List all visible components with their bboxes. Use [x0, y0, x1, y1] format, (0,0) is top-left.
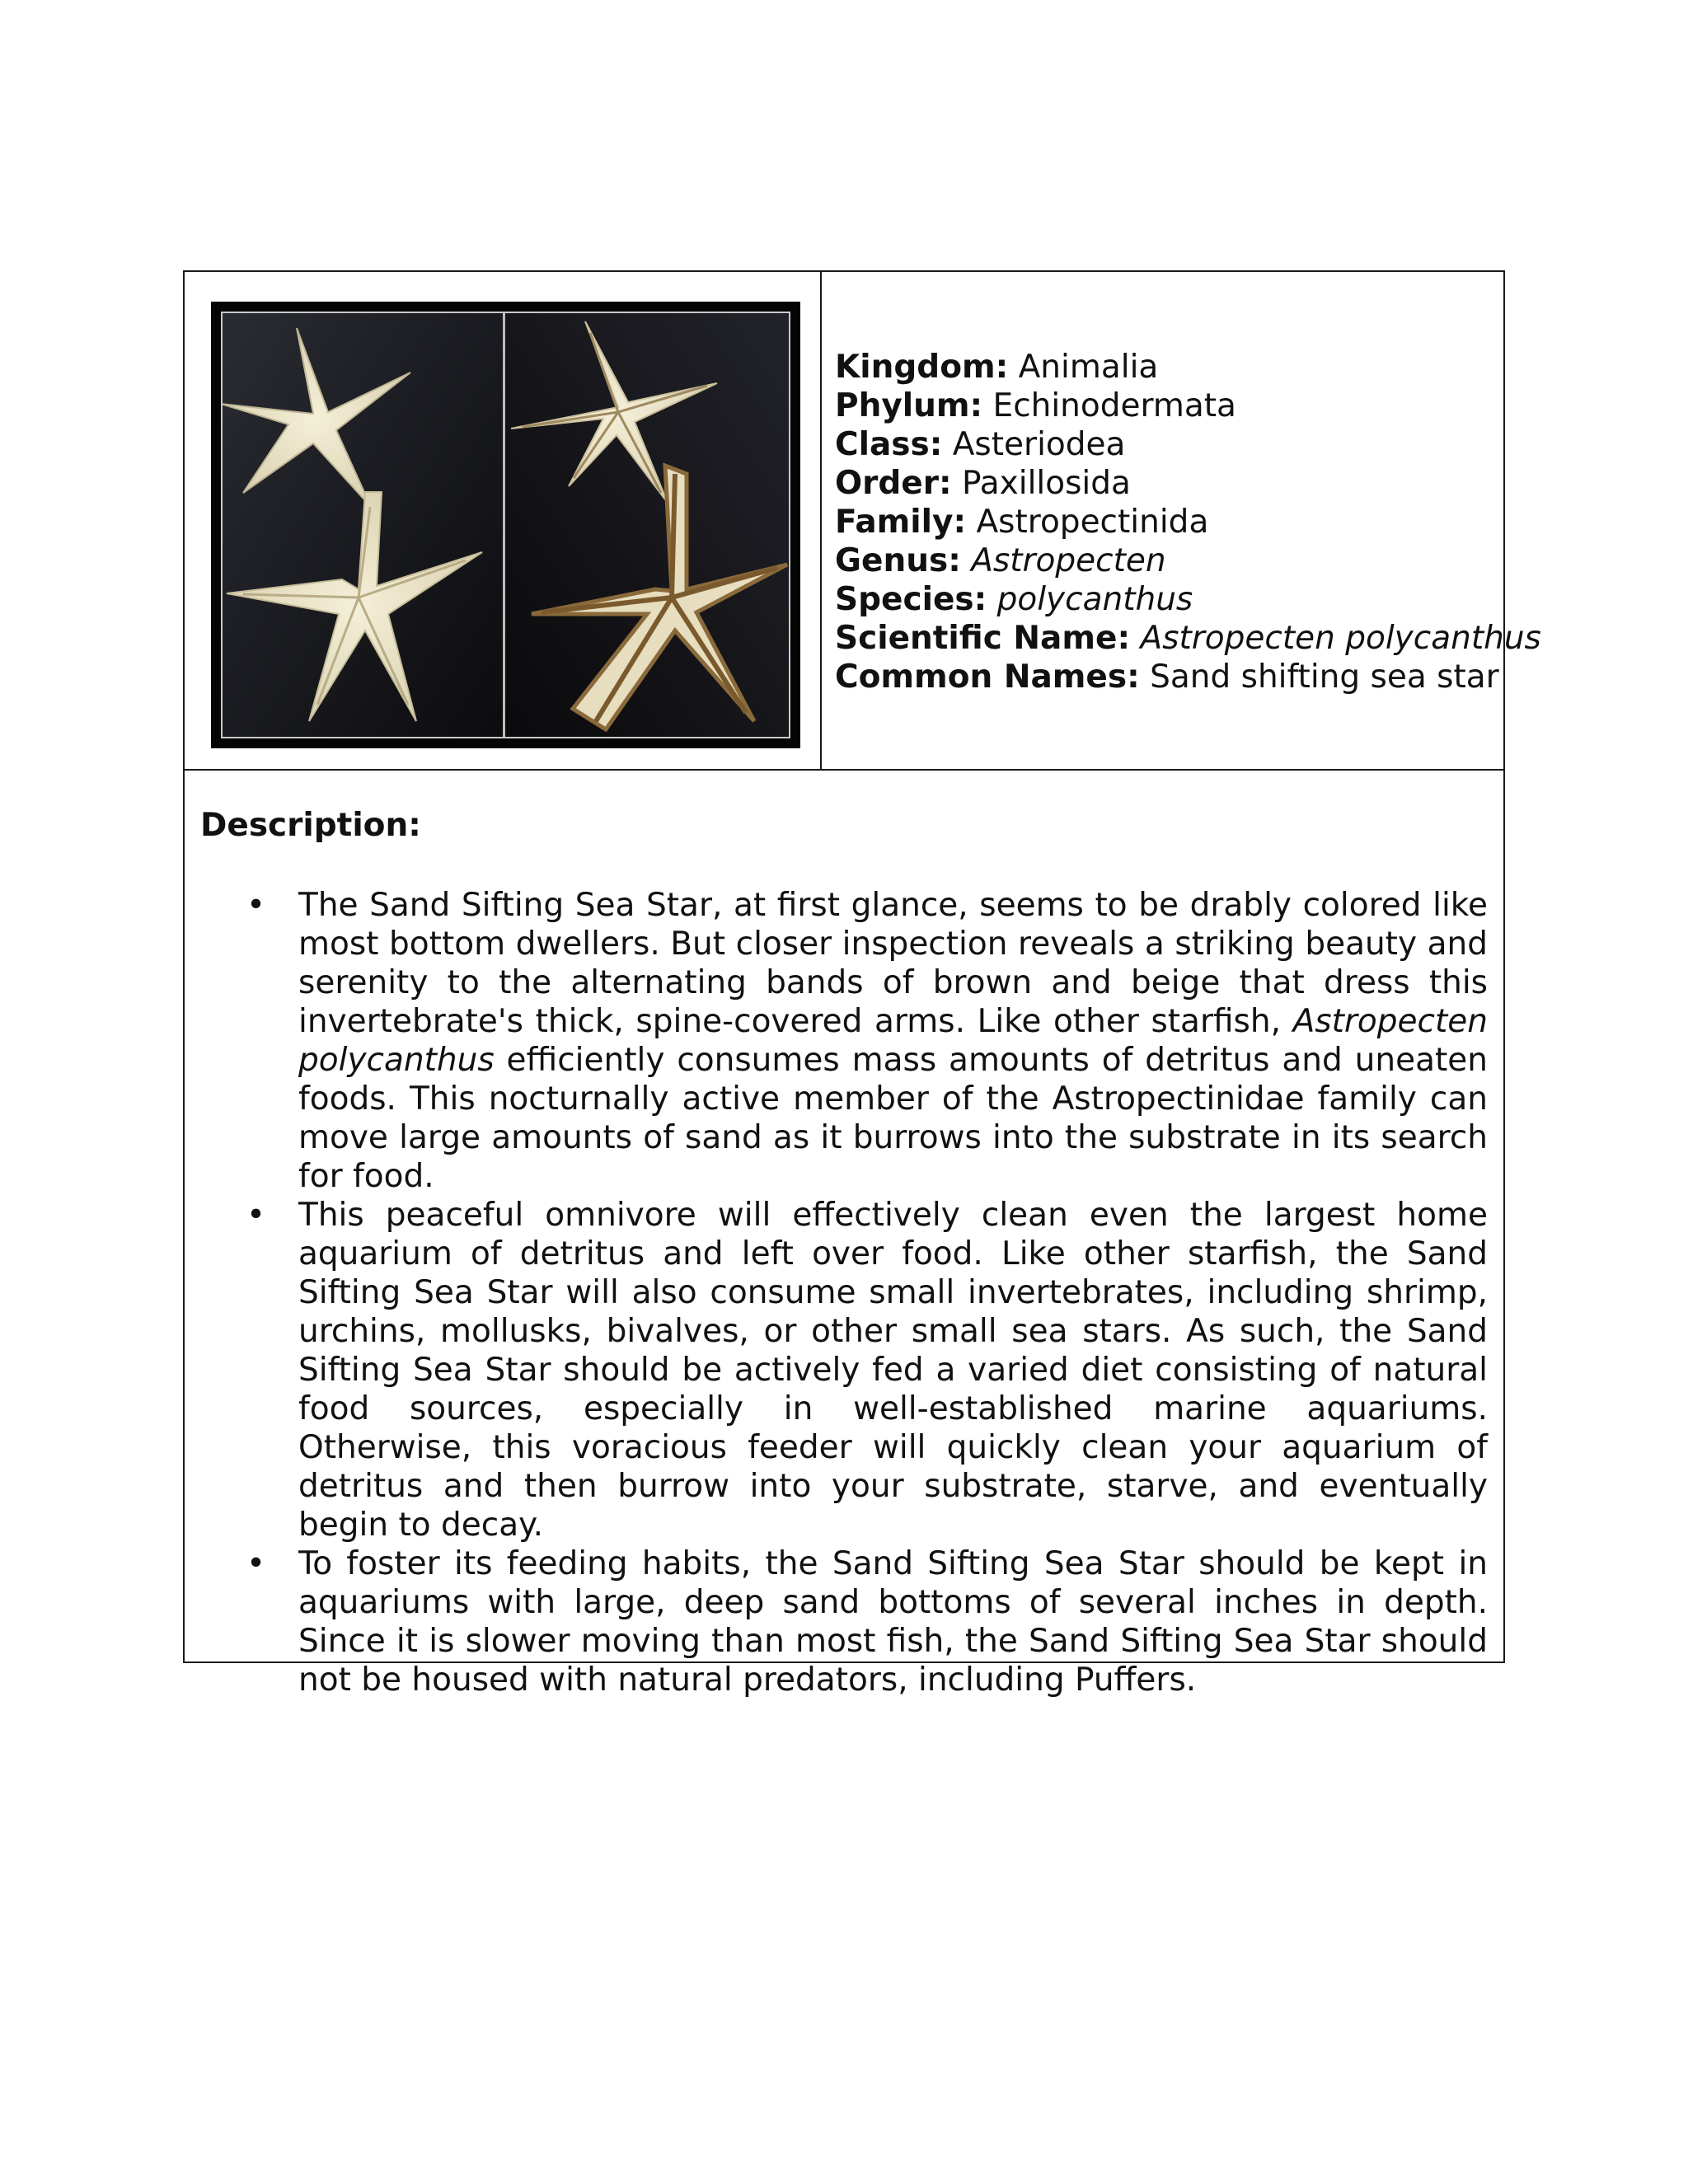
scientific-name-value: Astropecten polycanthus: [1140, 620, 1541, 657]
class-label: Class:: [835, 426, 943, 463]
header-column-divider: [820, 272, 822, 771]
sea-star-photo: [211, 302, 800, 748]
taxonomy-class: [835, 425, 1541, 464]
bullet-1-text-start: The Sand Sifting Sea Star, at first glance, seems to be drably colored like most bottom dwellers. But closer inspection reveals a striking beauty and serenity to the alternating bands of brown and beige that dress this invertebrate's thick, spine-covered arms. Like other starfish,: [298, 887, 1488, 1040]
description-bullet-2-text: This peaceful omnivore will effectively clean even the largest home aquarium of detritus and left over food. Like other starfish, the Sand Sifting Sea Star will also consume small invertebrates, including shrimp, urchins, mollusks, bivalves, or other small sea stars. As such, the Sand Sifting Sea Star should be actively fed a varied diet consisting of natural food sources, especially in well-established marine aquariums. Otherwise, this voracious feeder will quickly clean your aquarium of detritus and then burrow into your substrate, starve, and eventually begin to decay.: [298, 1197, 1488, 1544]
description-bullet-1-text: [298, 887, 1488, 1195]
kingdom-value: Animalia: [1018, 349, 1159, 386]
taxonomy-species: [835, 580, 1541, 619]
family-value: Astropectinida: [976, 504, 1209, 541]
taxonomy-phylum: [835, 387, 1541, 425]
bullet-dot-icon: •: [246, 887, 266, 924]
species-info-table: [183, 270, 1541, 1699]
scientific-name-label: Scientific Name:: [835, 620, 1131, 657]
bullet-dot-icon: •: [246, 1197, 266, 1234]
order-value: Paxillosida: [962, 465, 1131, 502]
common-names-label: Common Names:: [835, 658, 1140, 696]
taxonomy-order: [835, 464, 1541, 503]
description-bullet-3: [185, 1544, 1503, 1699]
genus-value: Astropecten: [971, 542, 1166, 579]
description-bullet-1: [185, 886, 1503, 1196]
taxonomy-scientific-name: [835, 619, 1541, 658]
taxonomy-kingdom: [835, 348, 1541, 387]
species-label: Species:: [835, 581, 987, 618]
family-label: Family:: [835, 504, 967, 541]
common-names-value: Sand shifting sea star: [1150, 658, 1499, 696]
sea-star-photo-collage: [221, 312, 790, 738]
description-bullet-2: [185, 1196, 1503, 1544]
bullet-dot-icon: •: [246, 1545, 266, 1582]
order-label: Order:: [835, 465, 952, 502]
phylum-value: Echinodermata: [992, 387, 1236, 424]
phylum-label: Phylum:: [835, 387, 983, 424]
species-value: polycanthus: [996, 581, 1193, 618]
taxonomy-common-names: [835, 658, 1541, 696]
description-heading: Description:: [200, 807, 421, 844]
description-bullet-3-text: To foster its feeding habits, the Sand Sifting Sea Star should be kept in aquariums with large, deep sand bottoms of several inches in depth. Since it is slower moving than most fish, the Sand Sifting Sea Star should not be housed with natural predators, including Puffers.: [298, 1545, 1488, 1699]
taxonomy-family: [835, 503, 1541, 541]
taxonomy-genus: [835, 541, 1541, 580]
description-bullet-list: [185, 886, 1503, 1699]
bullet-1-scientific-name: Astropecten polycanthus: [298, 1003, 1488, 1079]
species-header-row: [185, 272, 1541, 771]
genus-label: Genus:: [835, 542, 961, 579]
bullet-1-text-end: efficiently consumes mass amounts of detritus and uneaten foods. This nocturnally active member of the Astropectinidae family can move large amounts of sand as it burrows into the substrate in its search for food.: [298, 1042, 1488, 1195]
photo-panel-divider: [503, 313, 505, 737]
sea-star-photo-image: [223, 313, 789, 737]
kingdom-label: Kingdom:: [835, 349, 1009, 386]
taxonomy-list: [835, 348, 1541, 696]
class-value: Asteriodea: [952, 426, 1126, 463]
